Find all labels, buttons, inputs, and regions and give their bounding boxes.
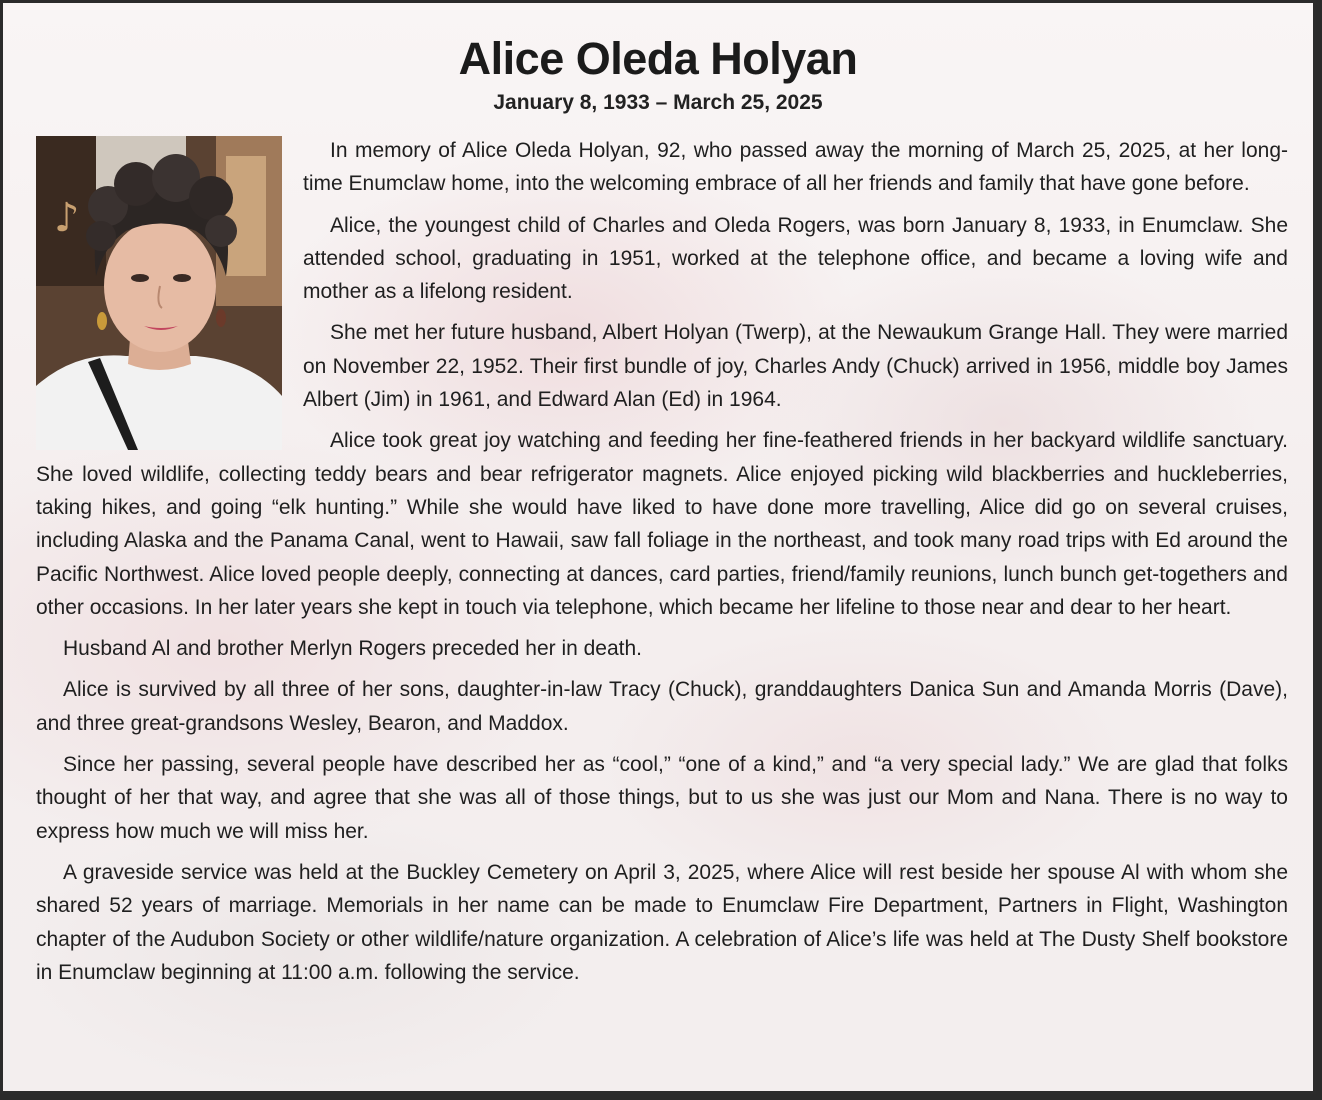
paragraph-7: Since her passing, several people have described her as “cool,” “one of a kind,” and “a very special lady.” We are glad that folks thought of her that way, and agree that she was all of those things, but to us she was just our Mom and Nana. There is no way to express how much we will miss her. [36,753,1288,843]
photo-spacer [36,134,282,452]
paragraph-6: Alice is survived by all three of her sons, daughter-in-law Tracy (Chuck), granddaughters Danica Sun and Amanda Morris (Dave), and three great-grandsons Wesley, Bearon, and Maddox. [36,678,1288,735]
obituary-body [36,134,1288,997]
paragraph-3: She met her future husband, Albert Holyan (Twerp), at the Newaukum Grange Hall. They were married on November 22, 1952. Their first bundle of joy, Charles Andy (Chuck) arrived in 1956, middle boy James Albert (Jim) in 1961, and Edward Alan (Ed) in 1964. [303,321,1288,412]
paragraph-2: Alice, the youngest child of Charles and Oleda Rogers, was born January 8, 1933, in Enumclaw. She attended school, graduating in 1951, worked at the telephone office, and became a loving wife and mother as a lifelong resident. [303,213,1288,304]
svg-text:♪: ♪ [54,195,80,241]
paragraph-1: In memory of Alice Oleda Holyan, 92, who passed away the morning of March 25, 2025, at her long-time Enumclaw home, into the welcoming embrace of all her friends and family that have gone before. [303,139,1288,196]
obituary-name: Alice Oleda Holyan [458,33,858,84]
life-dates: January 8, 1933 – March 25, 2025 [493,91,823,114]
paragraph-4: Alice took great joy watching and feeding her fine-feathered friends in her backyard wildlife sanctuary. She loved wildlife, collecting teddy bears and bear refrigerator magnets. Alice enjoyed picking wild blackberries and huckleberries, taking hikes, and going “elk hunting.” While she would have liked to have done more travelling, Alice did go on several cruises, including Alaska and the Panama Canal, went to Hawaii, saw fall foliage in the northeast, and took many road trips with Ed around the Pacific Northwest. Alice loved people deeply, connecting at dances, card parties, friend/family reunions, lunch bunch get-togethers and other occasions. In her later years she kept in touch via telephone, which became her lifeline to those near and dear to her heart. [36,429,1288,619]
paragraph-5: Husband Al and brother Merlyn Rogers preceded her in death. [63,637,643,661]
paragraph-8: A graveside service was held at the Buckley Cemetery on April 3, 2025, where Alice will rest beside her spouse Al with whom she shared 52 years of marriage. Memorials in her name can be made to Enumclaw Fire Department, Partners in Flight, Washington chapter of the Audubon Society or other wildlife/nature organization. A celebration of Alice’s life was held at The Dusty Shelf bookstore in Enumclaw beginning at 11:00 a.m. following the service. [36,860,1288,984]
